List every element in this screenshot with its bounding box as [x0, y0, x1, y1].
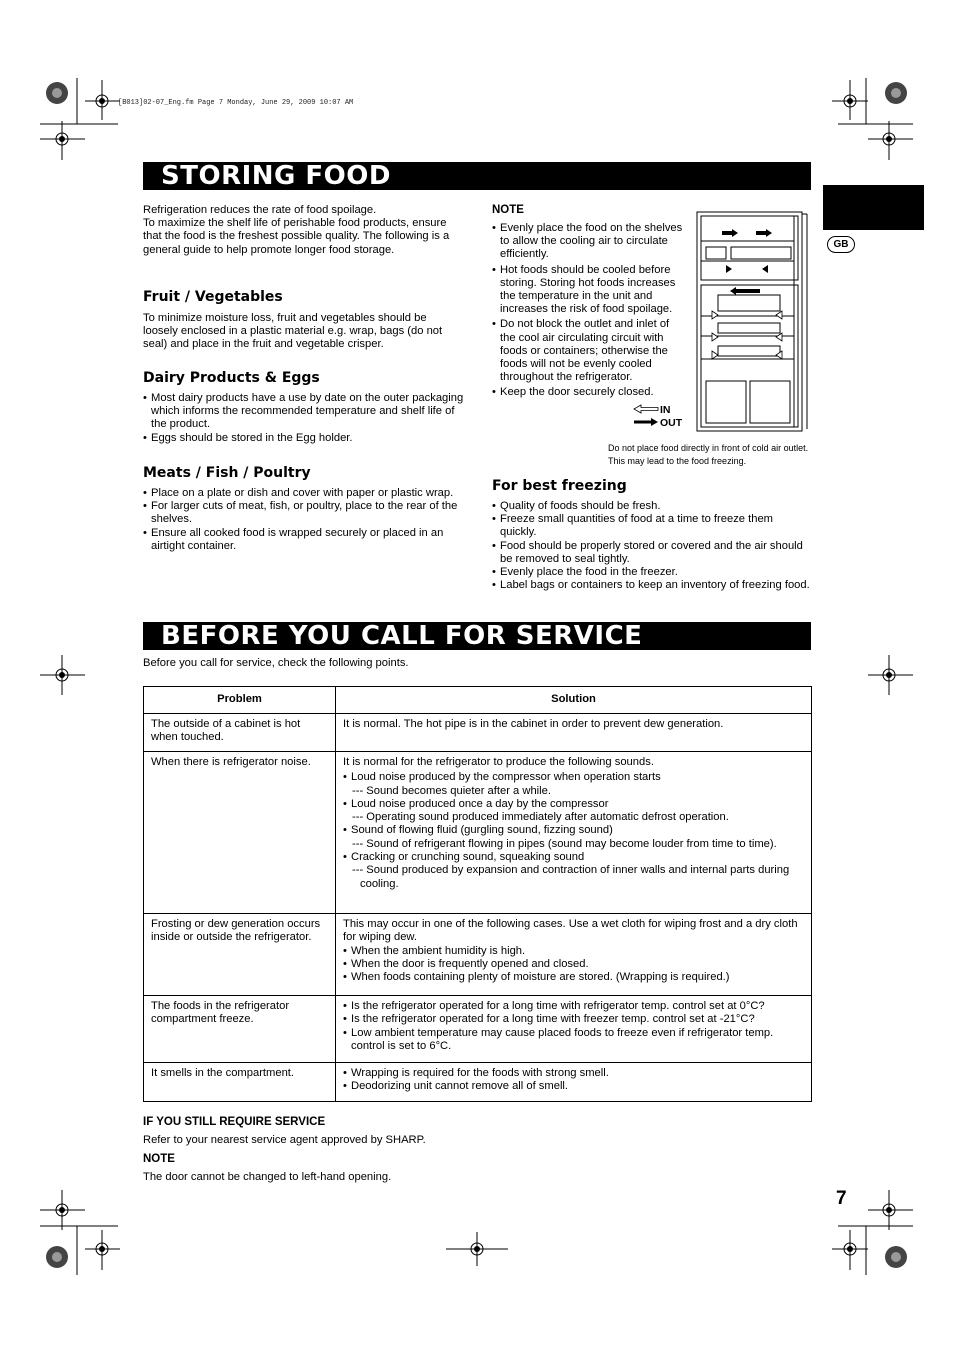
list-item: • Keep the door securely closed.	[492, 386, 687, 399]
solution-list	[343, 771, 804, 891]
list-item: • When the ambient humidity is high.	[343, 945, 804, 958]
solution-list	[343, 945, 804, 985]
side-tab	[823, 185, 924, 230]
table-header-row	[144, 687, 812, 714]
item-sub: --- Sound produced by expansion and contraction of inner walls and internal parts during cooling.	[352, 864, 790, 890]
item-sub: --- Sound of refrigerant flowing in pipes (sound may become louder from time to time).	[352, 837, 777, 850]
column-header-problem: Problem	[144, 687, 336, 714]
list-item: • Is the refrigerator operated for a long time with refrigerator temp. control set at 0°C?	[343, 1000, 804, 1013]
fruit-heading: Fruit / Vegetables	[143, 289, 283, 305]
freezing-list	[492, 500, 810, 592]
list-item: • Eggs should be stored in the Egg holder.	[143, 432, 465, 445]
file-header-line: [B013]02-07_Eng.fm Page 7 Monday, June 29, 2009 10:07 AM	[118, 99, 354, 107]
item-text: Cracking or crunching sound, squeaking sound	[351, 851, 585, 864]
service-title: BEFORE YOU CALL FOR SERVICE	[143, 622, 811, 650]
list-item: • When foods containing plenty of moisture are stored. (Wrapping is required.)	[343, 971, 804, 984]
table-row	[144, 752, 812, 914]
problem-cell: The outside of a cabinet is hot when touched.	[144, 714, 336, 752]
list-item: • Wrapping is required for the foods with strong smell.	[343, 1067, 804, 1080]
list-item	[343, 771, 804, 798]
list-item: • Food should be properly stored or covered and the air should be removed to seal tightly.	[492, 540, 810, 566]
solution-lead: It is normal for the refrigerator to produce the following sounds.	[343, 756, 654, 768]
meats-list	[143, 487, 465, 553]
dairy-heading: Dairy Products & Eggs	[143, 370, 320, 386]
list-item: • Evenly place the food on the shelves to allow the cooling air to circulate efficiently.	[492, 222, 687, 262]
page-number: 7	[836, 1188, 847, 1209]
storing-food-title: STORING FOOD	[143, 162, 811, 190]
list-item: • Do not block the outlet and inlet of the cool air circulating circuit with foods or containers; otherwise the foods will not be evenly cooled throughout the refrigerator.	[492, 318, 687, 384]
fruit-text: To minimize moisture loss, fruit and vegetables should be loosely enclosed in a plastic material e.g. wrap, bags (do not seal) and place in the fruit and vegetable crisper.	[143, 312, 443, 351]
solution-list	[343, 1000, 804, 1053]
list-item: • Place on a plate or dish and cover with paper or plastic wrap.	[143, 487, 465, 500]
list-item: • Freeze small quantities of food at a time to freeze them quickly.	[492, 513, 810, 539]
problem-cell: When there is refrigerator noise.	[144, 752, 336, 914]
list-item: • Hot foods should be cooled before storing. Storing hot foods increases the temperature in the unit and increases the risk of food spoilage.	[492, 264, 687, 317]
airflow-legend	[660, 404, 682, 430]
dairy-list	[143, 392, 465, 445]
list-item: • Quality of foods should be fresh.	[492, 500, 810, 513]
refrigerator-illustration	[696, 211, 808, 433]
item-sub: --- Operating sound produced immediately after automatic defrost operation.	[352, 811, 729, 824]
list-item	[343, 798, 804, 825]
problem-cell: It smells in the compartment.	[144, 1063, 336, 1102]
service-intro: Before you call for service, check the following points.	[143, 657, 409, 669]
language-badge: GB	[827, 236, 855, 253]
list-item: • Deodorizing unit cannot remove all of smell.	[343, 1080, 804, 1093]
service-note-heading: NOTE	[143, 1153, 175, 1165]
problem-cell: Frosting or dew generation occurs inside or outside the refrigerator.	[144, 914, 336, 996]
item-text: Sound of flowing fluid (gurgling sound, fizzing sound)	[351, 824, 613, 837]
freezing-heading: For best freezing	[492, 478, 627, 494]
solution-cell	[336, 714, 812, 752]
table-row	[144, 914, 812, 996]
note-heading: NOTE	[492, 204, 524, 216]
list-item: • Label bags or containers to keep an inventory of freezing food.	[492, 579, 810, 592]
problem-cell: The foods in the refrigerator compartment freeze.	[144, 996, 336, 1063]
solution-cell	[336, 752, 812, 914]
legend-out-label: OUT	[660, 417, 683, 429]
service-note-text: The door cannot be changed to left-hand opening.	[143, 1171, 392, 1183]
still-service-text: Refer to your nearest service agent approved by SHARP.	[143, 1134, 426, 1146]
item-text: Loud noise produced once a day by the compressor	[351, 797, 609, 810]
list-item: • For larger cuts of meat, fish, or poultry, place to the rear of the shelves.	[143, 500, 465, 526]
meats-heading: Meats / Fish / Poultry	[143, 465, 311, 481]
list-item: • Most dairy products have a use by date on the outer packaging which informs the recommended temperature and shelf life of the product.	[143, 392, 465, 432]
figure-caption: Do not place food directly in front of cold air outlet. This may lead to the food freezing.	[608, 443, 809, 466]
solution-cell	[336, 996, 812, 1063]
list-item: • Low ambient temperature may cause placed foods to freeze even if refrigerator temp. control is set to 6°C.	[343, 1027, 804, 1054]
legend-in-label: IN	[660, 404, 671, 416]
item-text: Loud noise produced by the compressor when operation starts	[351, 771, 661, 784]
solution-lead: This may occur in one of the following cases. Use a wet cloth for wiping frost and a dry cloth for wiping dew.	[343, 918, 798, 944]
list-item	[343, 851, 804, 891]
note-list	[492, 222, 687, 400]
table-row	[144, 1063, 812, 1102]
solution-cell	[336, 1063, 812, 1102]
column-header-solution: Solution	[336, 687, 812, 714]
list-item	[343, 824, 804, 851]
table-row	[144, 996, 812, 1063]
list-item: • When the door is frequently opened and closed.	[343, 958, 804, 971]
list-item: • Ensure all cooked food is wrapped securely or placed in an airtight container.	[143, 527, 465, 553]
still-service-heading: IF YOU STILL REQUIRE SERVICE	[143, 1116, 326, 1128]
airflow-legend-arrows	[632, 404, 660, 426]
item-sub: --- Sound becomes quieter after a while.	[352, 784, 551, 797]
list-item: • Evenly place the food in the freezer.	[492, 566, 810, 579]
storing-intro: Refrigeration reduces the rate of food spoilage. To maximize the shelf life of perishable food products, ensure that the food is the freshest possible quality. The following is a general guide to help promote longer food storage.	[143, 204, 450, 256]
solution-list	[343, 1067, 804, 1094]
table-row	[144, 714, 812, 752]
list-item: • Is the refrigerator operated for a long time with freezer temp. control set at -21°C?	[343, 1013, 804, 1026]
solution-lead: It is normal. The hot pipe is in the cabinet in order to prevent dew generation.	[343, 718, 724, 730]
troubleshooting-table	[143, 686, 812, 1102]
solution-cell	[336, 914, 812, 996]
